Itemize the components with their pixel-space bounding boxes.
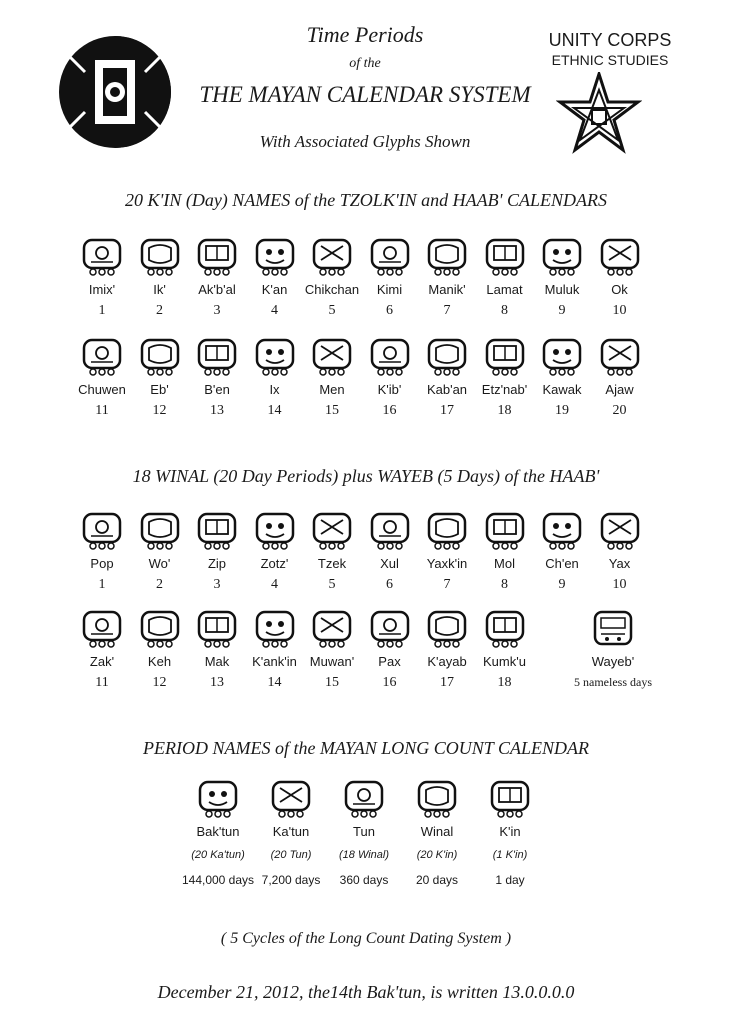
winal-name: Zak' bbox=[89, 654, 115, 669]
day-number: 9 bbox=[558, 303, 566, 318]
day-number: 2 bbox=[156, 303, 163, 318]
day-cell bbox=[417, 338, 477, 419]
winal-cell bbox=[302, 512, 362, 593]
day-glyph-icon bbox=[196, 238, 238, 276]
winal-name: K'ank'in bbox=[252, 654, 297, 669]
winal-cell bbox=[360, 610, 420, 691]
winal-name: Zotz' bbox=[260, 556, 289, 571]
day-name: Chikchan bbox=[304, 282, 360, 297]
long-count-days: 20 days bbox=[415, 873, 459, 887]
day-cell bbox=[475, 238, 535, 319]
winal-name: Pop bbox=[90, 556, 114, 571]
long-count-cell bbox=[470, 780, 550, 887]
days-section-title: 20 K'IN (Day) NAMES of the TZOLK'IN and HAAB' CALENDARS bbox=[124, 190, 608, 210]
winal-glyph-icon bbox=[426, 610, 468, 648]
day-name: Manik' bbox=[428, 282, 466, 297]
day-name: Ak'b'al bbox=[198, 282, 236, 297]
winal-name: Mak bbox=[204, 654, 230, 669]
winal-name: Muwan' bbox=[309, 654, 355, 669]
day-glyph-icon bbox=[426, 338, 468, 376]
long-count-glyph-icon bbox=[416, 780, 458, 818]
winal-glyph-icon bbox=[139, 512, 181, 550]
winal-cell bbox=[130, 512, 190, 593]
day-glyph-icon bbox=[254, 238, 296, 276]
long-count-name: Ka'tun bbox=[272, 824, 310, 839]
winal-number: 1 bbox=[98, 577, 106, 592]
long-count-name: K'in bbox=[499, 824, 521, 839]
day-number: 14 bbox=[267, 403, 282, 418]
day-cell bbox=[532, 338, 592, 419]
winal-glyph-icon bbox=[254, 512, 296, 550]
long-count-sub: (20 Ka'tun) bbox=[191, 849, 245, 861]
winal-number: 3 bbox=[213, 577, 221, 592]
winal-cell bbox=[187, 610, 247, 691]
day-glyph-icon bbox=[426, 238, 468, 276]
day-glyph-icon bbox=[139, 238, 181, 276]
day-name: Etz'nab' bbox=[481, 382, 528, 397]
long-count-glyph-icon bbox=[270, 780, 312, 818]
day-name: Ok bbox=[611, 282, 628, 297]
winal-cell bbox=[72, 610, 132, 691]
day-number: 20 bbox=[612, 403, 627, 418]
day-cell bbox=[187, 238, 247, 319]
title-time-periods: Time Periods bbox=[306, 22, 424, 47]
day-number: 7 bbox=[443, 303, 451, 318]
day-number: 11 bbox=[95, 403, 109, 418]
winal-section-title: 18 WINAL (20 Day Periods) plus WAYEB (5 Days) of the HAAB' bbox=[132, 466, 600, 486]
org-name: UNITY CORPS bbox=[548, 30, 672, 50]
day-name: Ik' bbox=[153, 282, 166, 297]
winal-glyph-icon bbox=[254, 610, 296, 648]
day-cell bbox=[302, 338, 362, 419]
day-glyph-icon bbox=[81, 338, 123, 376]
long-count-name: Bak'tun bbox=[196, 824, 240, 839]
winal-name: Keh bbox=[147, 654, 172, 669]
winal-glyph-icon bbox=[541, 512, 583, 550]
day-glyph-icon bbox=[311, 338, 353, 376]
winal-glyph-icon bbox=[311, 512, 353, 550]
wayeb-glyph-icon bbox=[592, 610, 634, 648]
winal-glyph-icon bbox=[599, 512, 641, 550]
day-number: 15 bbox=[325, 403, 339, 418]
day-name: Eb' bbox=[150, 382, 169, 397]
winal-number: 5 bbox=[328, 577, 336, 592]
winal-glyph-icon bbox=[484, 512, 526, 550]
winal-name: Yaxk'in bbox=[426, 556, 468, 571]
day-number: 13 bbox=[210, 403, 224, 418]
subtitle-glyphs: With Associated Glyphs Shown bbox=[259, 132, 471, 151]
day-name: Muluk bbox=[544, 282, 580, 297]
day-number: 1 bbox=[98, 303, 106, 318]
winal-name: Tzek bbox=[317, 556, 347, 571]
day-cell bbox=[417, 238, 477, 319]
winal-number: 2 bbox=[156, 577, 163, 592]
day-cell bbox=[532, 238, 592, 319]
winal-number: 4 bbox=[271, 577, 278, 592]
winal-glyph-icon bbox=[139, 610, 181, 648]
winal-glyph-icon bbox=[369, 512, 411, 550]
day-glyph-icon bbox=[541, 338, 583, 376]
day-number: 16 bbox=[382, 403, 397, 418]
page-title: THE MAYAN CALENDAR SYSTEM bbox=[199, 82, 531, 107]
winal-cell bbox=[360, 512, 420, 593]
winal-cell bbox=[130, 610, 190, 691]
day-cell bbox=[475, 338, 535, 419]
day-glyph-icon bbox=[139, 338, 181, 376]
day-name: Kab'an bbox=[426, 382, 468, 397]
winal-glyph-icon bbox=[196, 610, 238, 648]
cycles-note: ( 5 Cycles of the Long Count Dating System ) bbox=[220, 930, 512, 947]
wayeb-cell bbox=[568, 610, 658, 690]
long-count-cell bbox=[251, 780, 331, 887]
long-count-glyph-icon bbox=[489, 780, 531, 818]
winal-cell bbox=[532, 512, 592, 593]
long-count-section-title: PERIOD NAMES of the MAYAN LONG COUNT CALENDAR bbox=[143, 738, 589, 758]
winal-number: 12 bbox=[152, 675, 167, 690]
day-number: 17 bbox=[440, 403, 454, 418]
day-number: 5 bbox=[328, 303, 336, 318]
day-cell bbox=[360, 238, 420, 319]
long-count-days: 360 days bbox=[339, 873, 389, 887]
winal-number: 6 bbox=[386, 577, 393, 592]
winal-glyph-icon bbox=[81, 512, 123, 550]
winal-cell bbox=[302, 610, 362, 691]
day-glyph-icon bbox=[484, 338, 526, 376]
long-count-name: Tun bbox=[353, 824, 375, 839]
long-count-days: 144,000 days bbox=[181, 873, 255, 887]
winal-number: 13 bbox=[210, 675, 224, 690]
winal-glyph-icon bbox=[426, 512, 468, 550]
org-dept: ETHNIC STUDIES bbox=[551, 52, 669, 68]
day-number: 12 bbox=[152, 403, 167, 418]
day-name: K'ib' bbox=[377, 382, 402, 397]
day-glyph-icon bbox=[81, 238, 123, 276]
day-name: Imix' bbox=[88, 282, 116, 297]
winal-cell bbox=[245, 610, 305, 691]
winal-cell bbox=[475, 512, 535, 593]
winal-number: 10 bbox=[612, 577, 627, 592]
day-number: 4 bbox=[271, 303, 278, 318]
day-glyph-icon bbox=[369, 238, 411, 276]
day-number: 3 bbox=[213, 303, 221, 318]
winal-cell bbox=[590, 512, 650, 593]
day-cell bbox=[245, 238, 305, 319]
day-glyph-icon bbox=[541, 238, 583, 276]
long-count-cell bbox=[178, 780, 258, 887]
day-name: K'an bbox=[261, 282, 288, 297]
winal-cell bbox=[245, 512, 305, 593]
winal-number: 14 bbox=[267, 675, 282, 690]
footer-date-note: December 21, 2012, the14th Bak'tun, is written 13.0.0.0.0 bbox=[157, 982, 575, 1002]
winal-name: Kumk'u bbox=[483, 654, 526, 669]
long-count-days: 7,200 days bbox=[261, 873, 321, 887]
winal-glyph-icon bbox=[484, 610, 526, 648]
day-number: 8 bbox=[501, 303, 508, 318]
winal-name: Zip bbox=[207, 556, 227, 571]
winal-name: Wo' bbox=[148, 556, 171, 571]
day-glyph-icon bbox=[311, 238, 353, 276]
day-name: Kimi bbox=[376, 282, 403, 297]
winal-cell bbox=[187, 512, 247, 593]
winal-cell bbox=[417, 512, 477, 593]
seven-point-star-icon bbox=[556, 72, 642, 158]
day-cell bbox=[590, 238, 650, 319]
long-count-days: 1 day bbox=[495, 873, 525, 887]
day-cell bbox=[590, 338, 650, 419]
day-number: 6 bbox=[386, 303, 393, 318]
day-cell bbox=[187, 338, 247, 419]
winal-name: Mol bbox=[494, 556, 515, 571]
winal-number: 16 bbox=[382, 675, 397, 690]
day-name: Chuwen bbox=[78, 382, 126, 397]
winal-glyph-icon bbox=[369, 610, 411, 648]
winal-number: 7 bbox=[443, 577, 451, 592]
winal-name: Yax bbox=[608, 556, 631, 571]
day-cell bbox=[360, 338, 420, 419]
winal-glyph-icon bbox=[196, 512, 238, 550]
long-count-name: Winal bbox=[420, 824, 454, 839]
day-glyph-icon bbox=[196, 338, 238, 376]
wayeb-name: Wayeb' bbox=[591, 654, 635, 669]
winal-name: Xul bbox=[380, 556, 399, 571]
long-count-glyph-icon bbox=[343, 780, 385, 818]
winal-cell bbox=[72, 512, 132, 593]
winal-glyph-icon bbox=[81, 610, 123, 648]
winal-cell bbox=[417, 610, 477, 691]
long-count-sub: (20 Tun) bbox=[270, 849, 312, 861]
day-number: 19 bbox=[555, 403, 569, 418]
day-name: Ix bbox=[269, 382, 280, 397]
winal-number: 9 bbox=[558, 577, 566, 592]
hunab-ku-icon bbox=[55, 32, 175, 152]
winal-number: 15 bbox=[325, 675, 339, 690]
winal-name: K'ayab bbox=[427, 654, 467, 669]
day-cell bbox=[130, 238, 190, 319]
long-count-sub: (20 K'in) bbox=[416, 849, 458, 861]
winal-name: Ch'en bbox=[545, 556, 579, 571]
day-cell bbox=[302, 238, 362, 319]
day-number: 18 bbox=[497, 403, 512, 418]
winal-number: 8 bbox=[501, 577, 508, 592]
day-glyph-icon bbox=[484, 238, 526, 276]
day-name: Men bbox=[319, 382, 345, 397]
day-cell bbox=[245, 338, 305, 419]
day-glyph-icon bbox=[254, 338, 296, 376]
day-name: Lamat bbox=[486, 282, 523, 297]
winal-number: 11 bbox=[95, 675, 109, 690]
day-name: B'en bbox=[204, 382, 230, 397]
day-cell bbox=[72, 338, 132, 419]
winal-cell bbox=[475, 610, 535, 691]
winal-name: Pax bbox=[378, 654, 401, 669]
long-count-sub: (18 Winal) bbox=[338, 849, 390, 861]
winal-glyph-icon bbox=[311, 610, 353, 648]
day-glyph-icon bbox=[599, 338, 641, 376]
wayeb-note: 5 nameless days bbox=[574, 675, 652, 689]
long-count-glyph-icon bbox=[197, 780, 239, 818]
long-count-cell bbox=[324, 780, 404, 887]
day-number: 10 bbox=[612, 303, 627, 318]
day-name: Ajaw bbox=[605, 382, 634, 397]
day-glyph-icon bbox=[599, 238, 641, 276]
day-cell bbox=[72, 238, 132, 319]
long-count-sub: (1 K'in) bbox=[492, 849, 528, 861]
winal-number: 18 bbox=[497, 675, 512, 690]
day-name: Kawak bbox=[542, 382, 582, 397]
day-cell bbox=[130, 338, 190, 419]
title-of-the: of the bbox=[349, 56, 381, 71]
day-glyph-icon bbox=[369, 338, 411, 376]
long-count-cell bbox=[397, 780, 477, 887]
winal-number: 17 bbox=[440, 675, 454, 690]
